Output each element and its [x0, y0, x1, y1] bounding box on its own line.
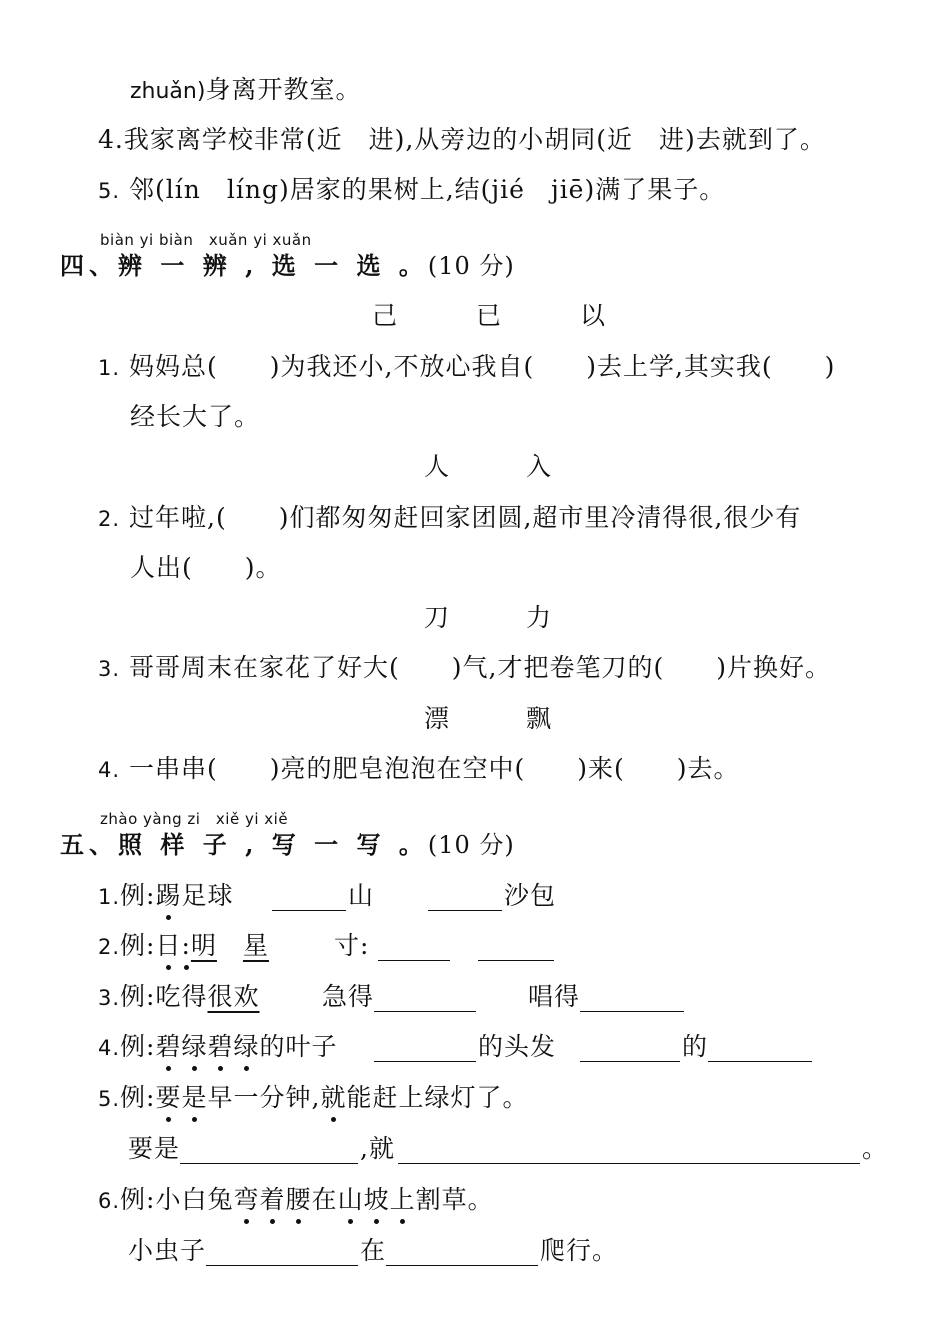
question-number: 5.	[98, 179, 121, 203]
dotted-char: 日	[155, 931, 182, 960]
answer-blank[interactable]	[374, 1037, 476, 1062]
answer-blank[interactable]	[374, 987, 476, 1012]
answer-blank[interactable]	[478, 936, 554, 961]
question-number: 2.	[98, 507, 121, 531]
question-5-4	[98, 1031, 338, 1064]
question-4-2-cont: 人出( )。	[130, 553, 282, 582]
question-number: 4.	[98, 758, 121, 782]
example-prefix: 例:	[120, 881, 156, 910]
question-text: 哥哥周末在家花了好大( )气,才把卷笔刀的( )片换好。	[129, 653, 831, 682]
question-4-4	[98, 753, 740, 786]
choice-group-2	[0, 451, 950, 483]
example-text: 割草。	[415, 1185, 494, 1214]
example-text: 足球	[181, 881, 234, 910]
example-text: 吃得	[155, 982, 208, 1011]
prompt-word: 爬行。	[540, 1236, 619, 1265]
prompt-word: 寸:	[334, 931, 370, 960]
example-prefix: 例:	[120, 1032, 156, 1061]
question-number: 5.	[98, 1087, 121, 1111]
question-text: 妈妈总( )为我还小,不放心我自( )去上学,其实我( )	[129, 352, 836, 381]
dotted-char: 就	[320, 1083, 347, 1112]
choice-char: 己	[372, 301, 398, 330]
question-text: 邻(lín líng)居家的果树上,结(jié jiē)满了果子。	[129, 175, 726, 204]
answer-blank[interactable]	[428, 886, 502, 911]
question-3-4: 4.我家离学校非常(近 进),从旁边的小胡同(近 进)去就到了。	[98, 125, 826, 154]
prompt-word: 小虫子	[128, 1236, 207, 1265]
question-text: 过年啦,( )们都匆匆赶回家团圆,超市里冷清得很,很少有	[129, 503, 802, 532]
question-4-2	[98, 502, 801, 535]
answer-blank[interactable]	[580, 987, 684, 1012]
question-4-3	[98, 652, 831, 685]
example-prefix: 例:	[120, 931, 156, 960]
section-4-pinyin: biàn yi biàn xuǎn yi xuǎn	[100, 231, 312, 249]
example-prefix: 例:	[120, 982, 156, 1011]
example-text: 小白兔	[155, 1185, 234, 1214]
prompt-word: 要是	[128, 1134, 181, 1163]
prompt-word: ,就	[360, 1134, 395, 1163]
choice-char: 以	[580, 301, 606, 330]
answer-blank[interactable]	[708, 1037, 812, 1062]
underlined-text: 很欢	[207, 982, 260, 1011]
section-5-pinyin: zhào yàng zi xiě yi xiě	[100, 810, 289, 828]
question-4-1	[98, 351, 835, 384]
prompt-word: 的头发	[478, 1032, 557, 1061]
example-text: 在	[311, 1185, 338, 1214]
choice-char: 漂	[424, 704, 450, 733]
answer-blank[interactable]	[386, 1241, 538, 1266]
choice-char: 飘	[526, 704, 552, 733]
choice-char: 人	[424, 452, 450, 481]
dotted-char: :	[181, 931, 191, 960]
question-5-6	[98, 1184, 494, 1217]
question-4-1-cont: 经长大了。	[130, 402, 261, 431]
dotted-text: 要是	[155, 1083, 208, 1112]
question-number: 6.	[98, 1189, 121, 1213]
continuation-text: 身离开教室。	[205, 75, 362, 104]
question-5-1	[98, 880, 234, 913]
prompt-word: 急得	[322, 982, 375, 1011]
example-text: 早一分钟,	[207, 1083, 321, 1112]
section-points: (10 分)	[427, 252, 515, 280]
underlined-char: 明	[190, 931, 217, 960]
example-prefix: 例:	[120, 1185, 156, 1214]
question-5-5	[98, 1082, 529, 1115]
prompt-word: 唱得	[528, 982, 581, 1011]
choice-group-3	[0, 602, 950, 634]
dotted-char: 踢	[155, 881, 182, 910]
choice-char: 力	[526, 603, 552, 632]
question-number: 4.	[98, 1036, 121, 1060]
question-number: 1.	[98, 885, 121, 909]
question-number: 1.	[98, 356, 121, 380]
section-4-title	[60, 250, 515, 282]
underlined-char: 星	[242, 931, 269, 960]
example-text: 能赶上绿灯了。	[346, 1083, 529, 1112]
choice-char: 入	[526, 452, 552, 481]
dotted-text: 碧绿碧绿	[155, 1032, 260, 1061]
section-title-text: 五、照 样 子 , 写 一 写 。	[60, 830, 428, 859]
answer-blank[interactable]	[206, 1241, 358, 1266]
answer-blank[interactable]	[272, 886, 346, 911]
prompt-word: 沙包	[504, 881, 557, 910]
question-text: 一串串( )亮的肥皂泡泡在空中( )来( )去。	[129, 754, 740, 783]
section-title-text: 四、辨 一 辨 , 选 一 选 。	[60, 251, 428, 280]
section-5-title	[60, 829, 515, 861]
pinyin-fragment: zhuǎn)	[130, 79, 206, 104]
prompt-word: 在	[360, 1236, 387, 1265]
example-text: 的叶子	[259, 1032, 338, 1061]
example-prefix: 例:	[120, 1083, 156, 1112]
choice-group-4	[0, 703, 950, 735]
prompt-word: 的	[682, 1032, 709, 1061]
choice-char: 已	[476, 301, 502, 330]
answer-blank[interactable]	[180, 1139, 358, 1164]
answer-blank[interactable]	[378, 936, 450, 961]
question-5-3	[98, 981, 260, 1014]
question-3-5	[98, 174, 725, 207]
answer-blank[interactable]	[580, 1037, 680, 1062]
prompt-word: 山	[348, 881, 375, 910]
question-5-2	[98, 930, 269, 963]
dotted-text: 山坡上	[337, 1185, 416, 1214]
choice-group-1	[0, 300, 950, 332]
section-points: (10 分)	[427, 831, 515, 859]
prompt-word: 。	[862, 1134, 889, 1163]
dotted-text: 弯着腰	[233, 1185, 312, 1214]
question-number: 3.	[98, 986, 121, 1010]
question-number: 3.	[98, 657, 121, 681]
line-continuation	[130, 74, 361, 108]
question-number: 2.	[98, 935, 121, 959]
answer-blank[interactable]	[398, 1139, 860, 1164]
choice-char: 刀	[424, 603, 450, 632]
